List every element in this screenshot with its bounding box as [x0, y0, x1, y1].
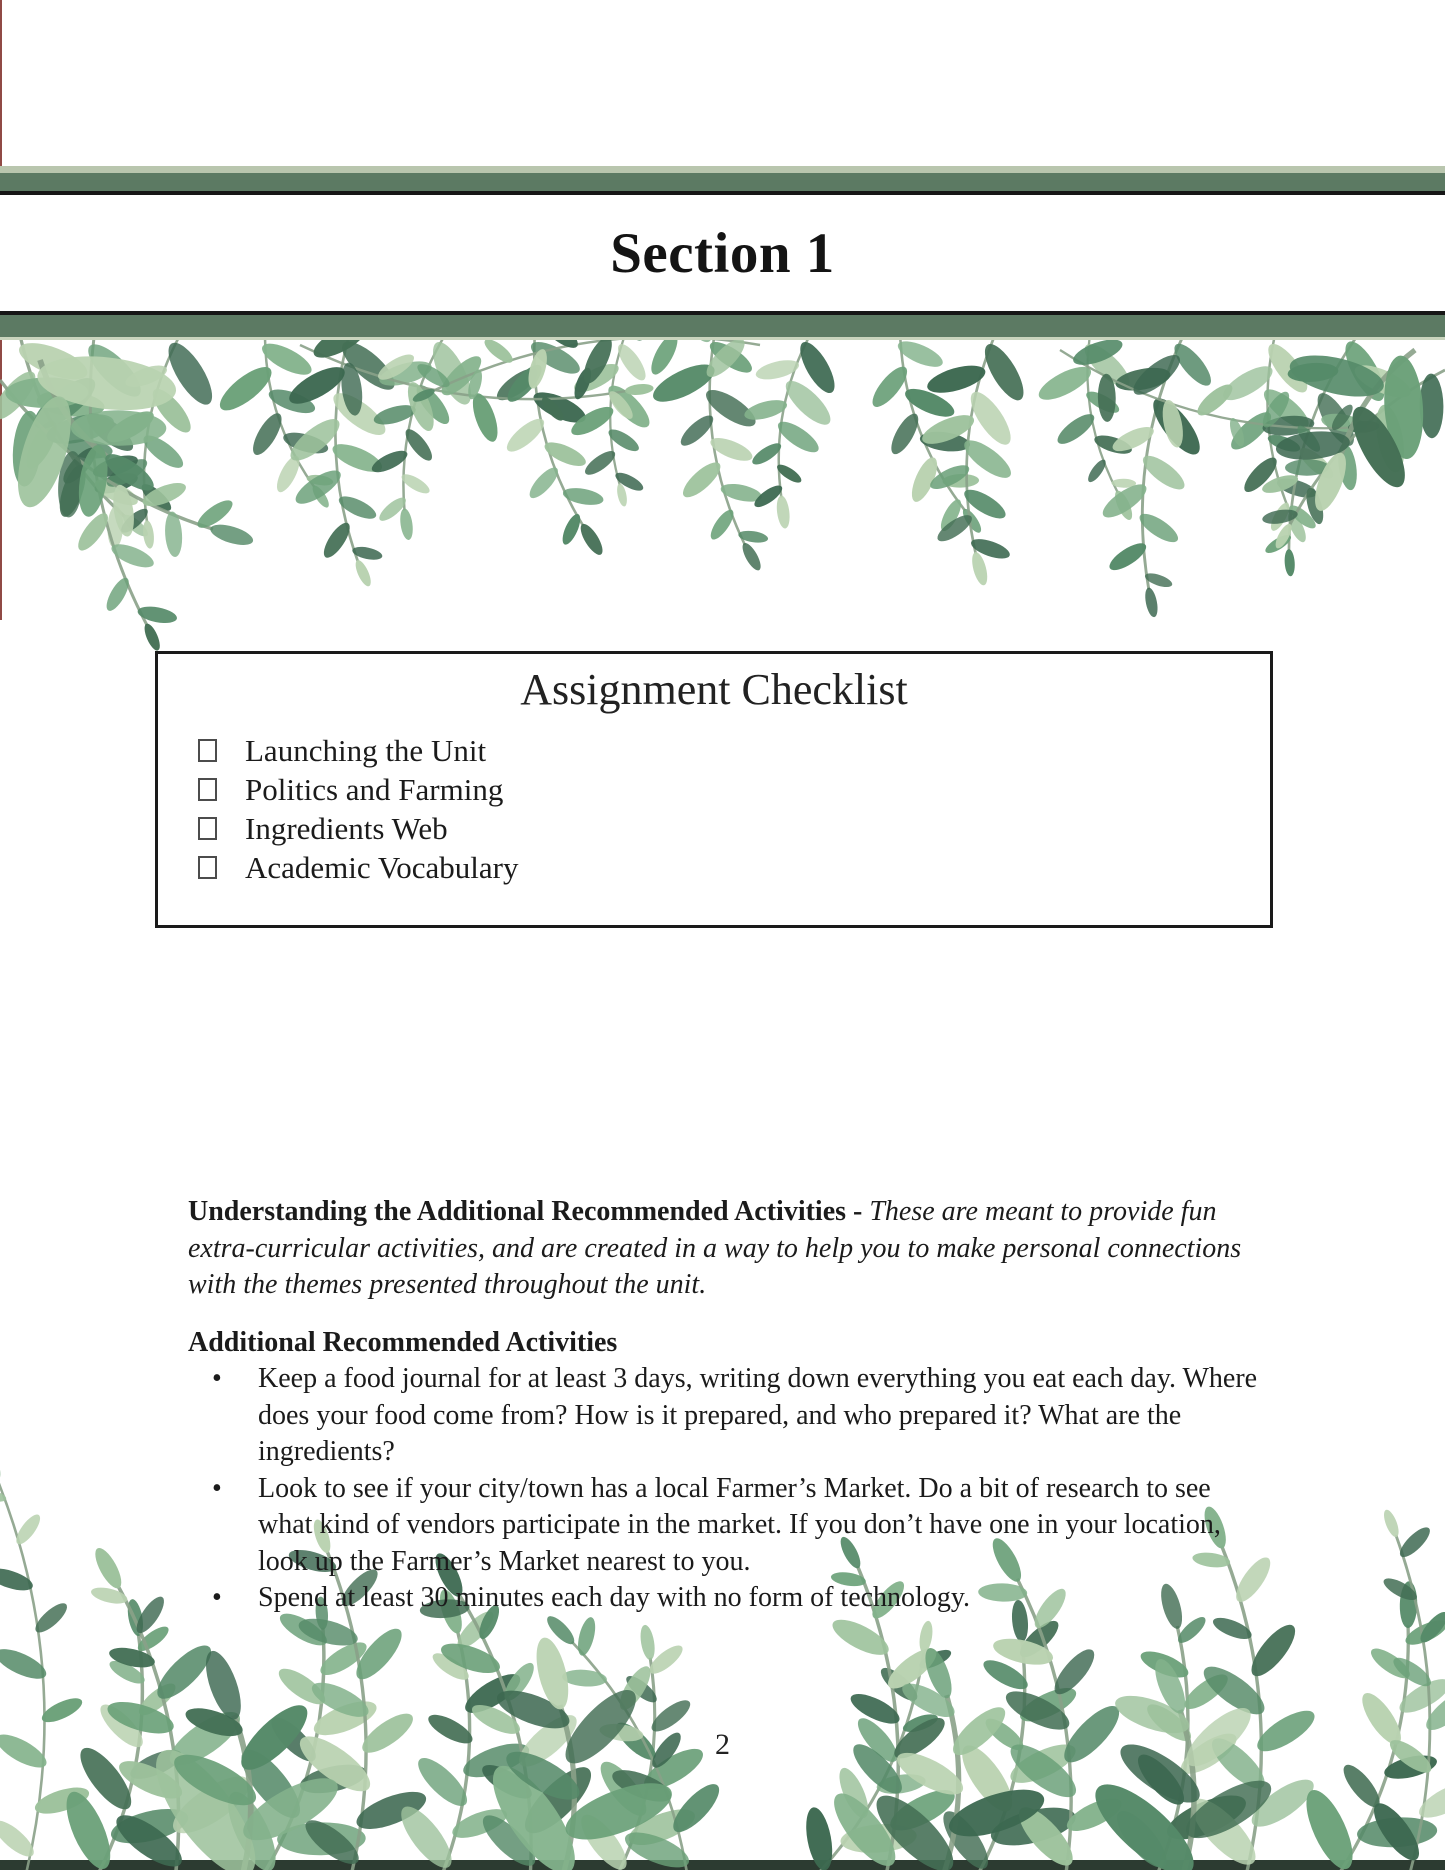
checklist-item-label: Ingredients Web: [245, 810, 448, 846]
section-title: Section 1: [610, 221, 835, 285]
checkbox-icon[interactable]: [198, 739, 217, 762]
bullet-item: • Look to see if your city/town has a local Farmer’s Market. Do a bit of research to see what kind of vendors participate in the market. If you don’t have one in your location, look up the Farmer’s Market nearest to you.: [188, 1471, 1260, 1581]
activities-section: [188, 1194, 1260, 1617]
watercolor-leaf-border-top: [0, 340, 1445, 700]
checklist-item: [198, 770, 1270, 809]
bullet-item: • Keep a food journal for at least 3 days, writing down everything you eat each day. Where does your food come from? How is it prepared, and who prepared it? What are the ingredients?: [188, 1361, 1260, 1471]
checklist-item-label: Launching the Unit: [245, 732, 487, 768]
activities-intro-paragraph: [188, 1194, 1260, 1304]
checklist-item-label: Politics and Farming: [245, 771, 504, 807]
section-title-band: [0, 195, 1445, 311]
checkbox-icon[interactable]: [198, 778, 217, 801]
header-green-bar-top: [0, 173, 1445, 191]
checklist-item: [198, 848, 1270, 887]
checklist-item: [198, 809, 1270, 848]
activities-heading: Additional Recommended Activities: [188, 1326, 618, 1358]
assignment-checklist-box: [155, 651, 1273, 928]
header-top-highlight-bar: [0, 166, 1445, 173]
checkbox-icon[interactable]: [198, 817, 217, 840]
page-number: 2: [715, 1728, 730, 1761]
checklist-item-label: Academic Vocabulary: [245, 849, 519, 885]
checkbox-icon[interactable]: [198, 856, 217, 879]
activities-bullet-list: [188, 1361, 1260, 1617]
checklist-title: Assignment Checklist: [520, 665, 908, 714]
activities-intro-lead: Understanding the Additional Recommended Activities -: [188, 1196, 870, 1227]
checklist-list: [158, 731, 1270, 887]
bullet-item: • Spend at least 30 minutes each day with no form of technology.: [188, 1580, 1260, 1617]
activities-intro-italic: These are meant to provide fun extra-curricular activities, and are created in a way to help you to make personal connections with the themes presented throughout the unit.: [188, 1196, 1242, 1300]
header-green-bar-bottom: [0, 315, 1445, 337]
checklist-item: [198, 731, 1270, 770]
